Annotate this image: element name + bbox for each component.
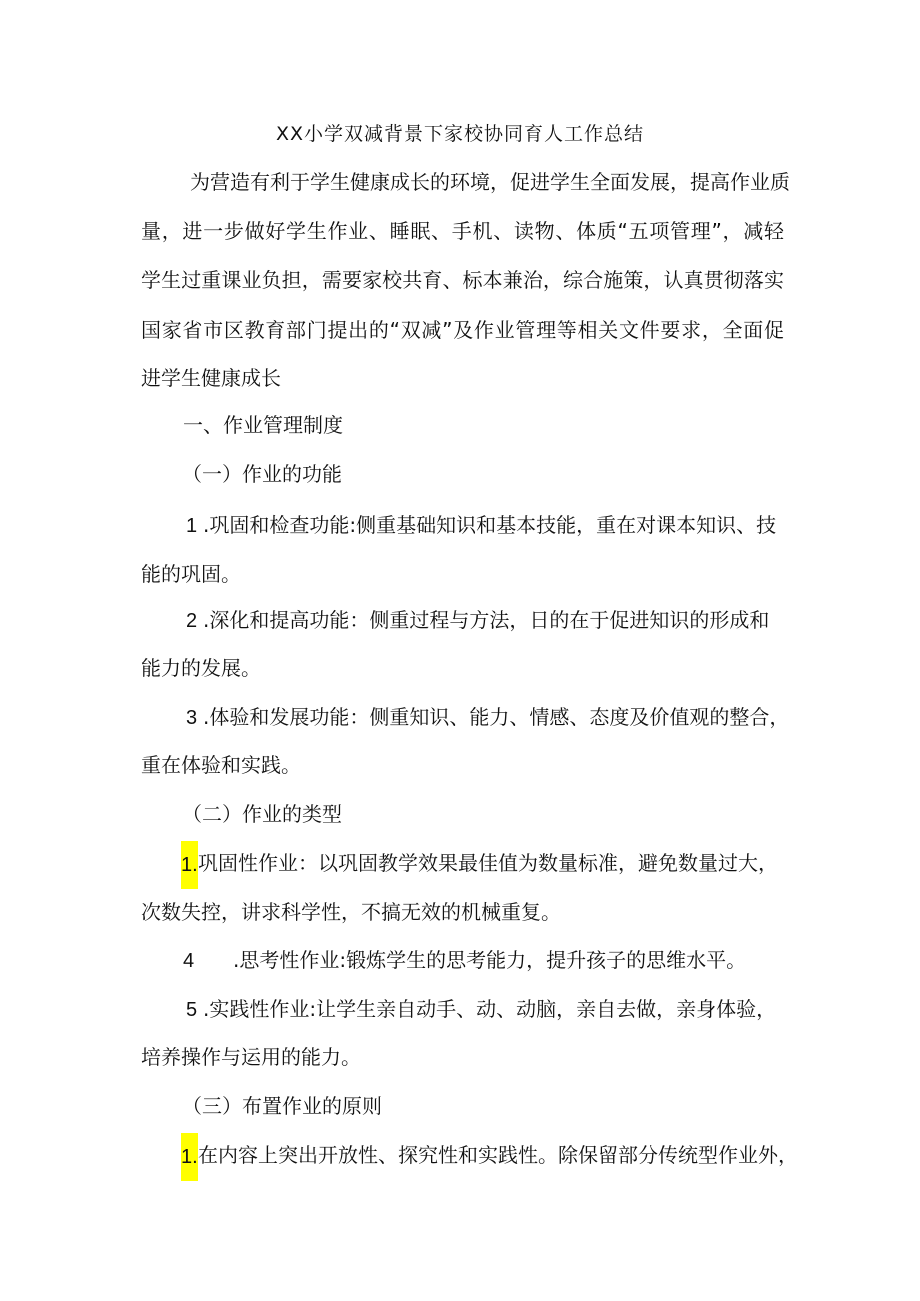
item-number: 5 bbox=[186, 999, 198, 1021]
subsection-heading-1: （一）作业的功能 bbox=[182, 462, 342, 486]
subsection-heading-3: （三）布置作业的原则 bbox=[182, 1094, 382, 1118]
list-item-function-1-cont: 能的巩固。 bbox=[141, 562, 241, 586]
item-number: 2 bbox=[186, 610, 198, 632]
item-text: .思考性作业:锻炼学生的思考能力，提升孩子的思维水平。 bbox=[233, 948, 747, 972]
intro-line-2: 量，进一步做好学生作业、睡眠、手机、读物、体质“五项管理”，减轻 bbox=[141, 219, 784, 243]
list-item-type-1 bbox=[181, 848, 778, 880]
list-item-function-3-cont: 重在体验和实践。 bbox=[141, 753, 301, 777]
list-item-function-2 bbox=[186, 605, 769, 636]
intro-line-1: 为营造有利于学生健康成长的环境，促进学生全面发展，提高作业质 bbox=[190, 170, 790, 194]
list-item-type-5-cont: 培养操作与运用的能力。 bbox=[141, 1045, 361, 1069]
item-text: .实践性作业:让学生亲自动手、动、动脑，亲自去做，亲身体验， bbox=[203, 997, 777, 1021]
list-item-principle-1 bbox=[181, 1140, 798, 1172]
list-item-type-4 bbox=[183, 945, 746, 976]
item-number: 3 bbox=[186, 707, 198, 729]
item-number: 1 bbox=[186, 515, 198, 537]
subsection-heading-2: （二）作业的类型 bbox=[182, 802, 342, 826]
list-item-function-1 bbox=[186, 510, 776, 541]
list-item-function-3 bbox=[186, 702, 789, 733]
highlighted-item-number: 1. bbox=[181, 841, 198, 889]
highlighted-item-number: 1. bbox=[181, 1133, 198, 1181]
list-item-function-2-cont: 能力的发展。 bbox=[141, 656, 261, 680]
item-text: .体验和发展功能：侧重知识、能力、情感、态度及价值观的整合， bbox=[203, 705, 790, 729]
item-text: 在内容上突出开放性、探究性和实践性。除保留部分传统型作业外， bbox=[198, 1143, 798, 1167]
item-text: .巩固和检查功能:侧重基础知识和基本技能，重在对课本知识、技 bbox=[203, 513, 777, 537]
list-item-type-5 bbox=[186, 994, 776, 1025]
intro-line-4: 国家省市区教育部门提出的“双减”及作业管理等相关文件要求，全面促 bbox=[141, 318, 784, 342]
item-text: 巩固性作业：以巩固教学效果最佳值为数量标准，避免数量过大， bbox=[198, 851, 778, 875]
intro-line-5: 进学生健康成长 bbox=[141, 366, 281, 390]
intro-line-3: 学生过重课业负担，需要家校共育、标本兼治，综合施策，认真贯彻落实 bbox=[141, 268, 784, 292]
list-item-type-1-cont: 次数失控，讲求科学性，不搞无效的机械重复。 bbox=[141, 900, 561, 924]
document-title: XX小学双减背景下家校协同育人工作总结 bbox=[275, 123, 645, 145]
item-number: 4 bbox=[183, 950, 195, 972]
item-text: .深化和提高功能：侧重过程与方法，日的在于促进知识的形成和 bbox=[203, 608, 770, 632]
section-heading-1: 一、作业管理制度 bbox=[183, 413, 343, 437]
